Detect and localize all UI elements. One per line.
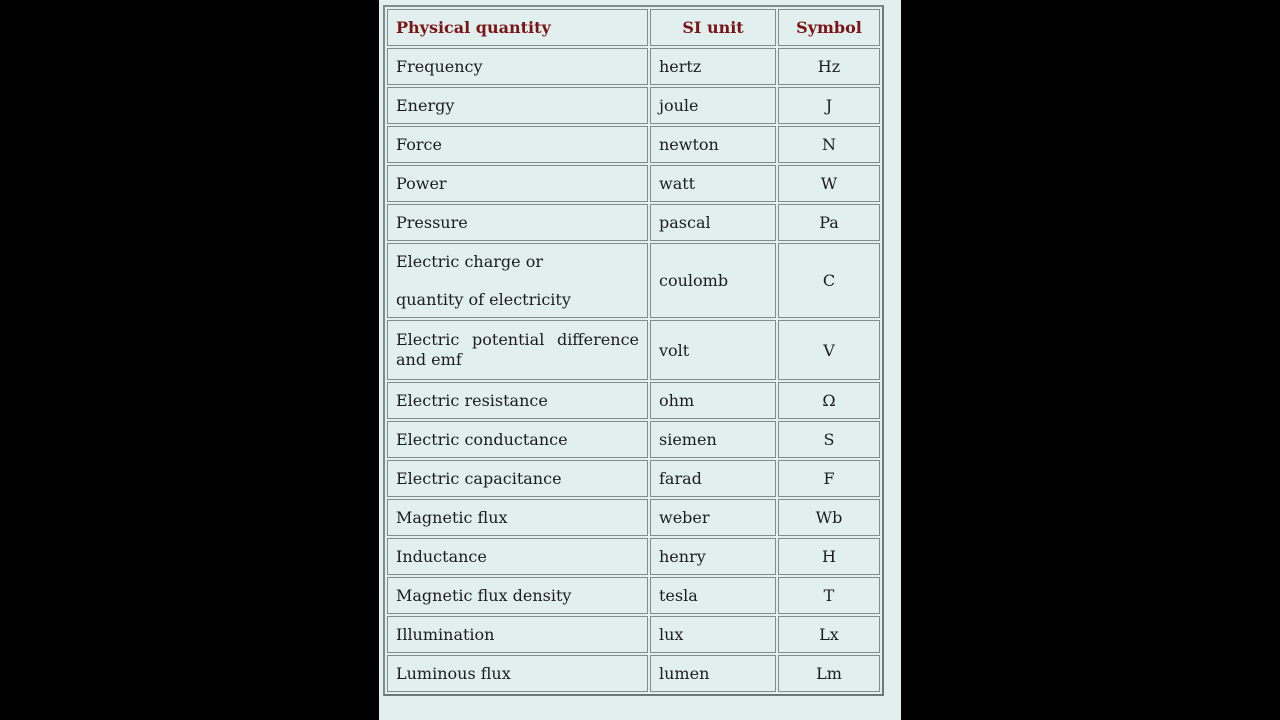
quantity-cell: Energy	[387, 87, 648, 124]
unit-cell: lumen	[650, 655, 776, 692]
quantity-cell: Frequency	[387, 48, 648, 85]
quantity-cell: Luminous flux	[387, 655, 648, 692]
quantity-line-1: Electric charge or	[396, 251, 543, 271]
table-row	[387, 538, 880, 575]
unit-cell: farad	[650, 460, 776, 497]
symbol-cell: Hz	[778, 48, 880, 85]
document-page	[379, 0, 901, 720]
table-row	[387, 460, 880, 497]
header-physical-quantity: Physical quantity	[387, 9, 648, 46]
quantity-cell	[387, 243, 648, 318]
unit-cell: weber	[650, 499, 776, 536]
symbol-cell: W	[778, 165, 880, 202]
unit-cell: joule	[650, 87, 776, 124]
header-si-unit: SI unit	[650, 9, 776, 46]
table-row	[387, 655, 880, 692]
unit-cell: ohm	[650, 382, 776, 419]
symbol-cell: N	[778, 126, 880, 163]
quantity-cell: Electric conductance	[387, 421, 648, 458]
quantity-cell: Power	[387, 165, 648, 202]
quantity-cell: Electric resistance	[387, 382, 648, 419]
table-row	[387, 48, 880, 85]
unit-cell: tesla	[650, 577, 776, 614]
symbol-cell: H	[778, 538, 880, 575]
quantity-line-2: quantity of electricity	[396, 289, 571, 309]
si-units-table	[383, 5, 884, 696]
table-row	[387, 243, 880, 318]
symbol-cell: Pa	[778, 204, 880, 241]
table-row	[387, 165, 880, 202]
unit-cell: volt	[650, 320, 776, 380]
header-symbol: Symbol	[778, 9, 880, 46]
unit-cell: pascal	[650, 204, 776, 241]
symbol-cell: C	[778, 243, 880, 318]
unit-cell: lux	[650, 616, 776, 653]
quantity-cell: Electric capacitance	[387, 460, 648, 497]
symbol-cell: Lx	[778, 616, 880, 653]
symbol-cell: Ω	[778, 382, 880, 419]
symbol-cell: T	[778, 577, 880, 614]
symbol-cell: V	[778, 320, 880, 380]
unit-cell: siemen	[650, 421, 776, 458]
unit-cell: newton	[650, 126, 776, 163]
table-row	[387, 616, 880, 653]
quantity-cell: Pressure	[387, 204, 648, 241]
table-row	[387, 421, 880, 458]
symbol-cell: S	[778, 421, 880, 458]
symbol-cell: F	[778, 460, 880, 497]
table-row	[387, 87, 880, 124]
quantity-cell: Magnetic flux	[387, 499, 648, 536]
quantity-cell: Force	[387, 126, 648, 163]
quantity-cell: Inductance	[387, 538, 648, 575]
table-row	[387, 126, 880, 163]
symbol-cell: Lm	[778, 655, 880, 692]
unit-cell: hertz	[650, 48, 776, 85]
quantity-cell: Electric potential difference and emf	[387, 320, 648, 380]
symbol-cell: J	[778, 87, 880, 124]
quantity-cell: Illumination	[387, 616, 648, 653]
table-row	[387, 204, 880, 241]
table-row	[387, 382, 880, 419]
table-row	[387, 499, 880, 536]
table-row	[387, 320, 880, 380]
table-row	[387, 577, 880, 614]
unit-cell: coulomb	[650, 243, 776, 318]
symbol-cell: Wb	[778, 499, 880, 536]
unit-cell: henry	[650, 538, 776, 575]
unit-cell: watt	[650, 165, 776, 202]
quantity-cell: Magnetic flux density	[387, 577, 648, 614]
table-header-row	[387, 9, 880, 46]
